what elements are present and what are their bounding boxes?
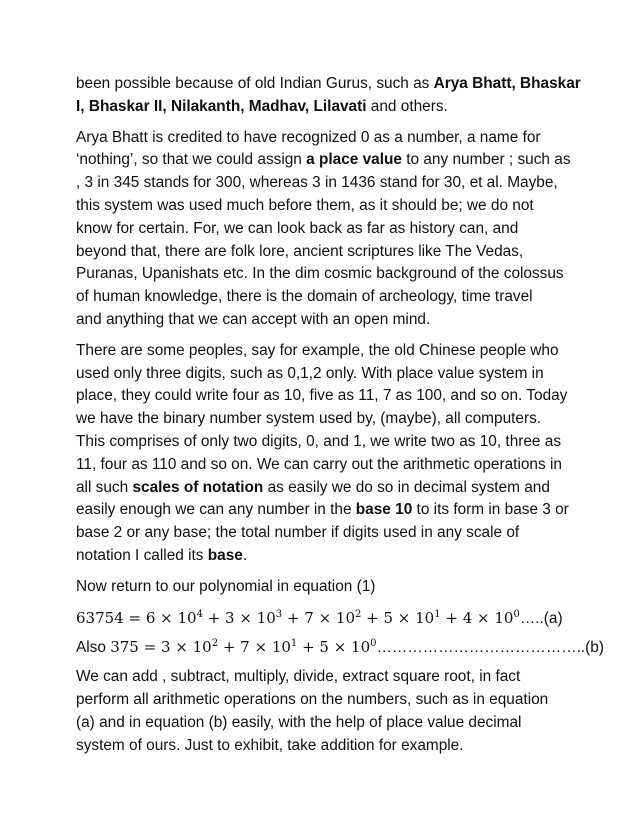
paragraph-gurus xyxy=(76,73,581,119)
bold-base-10: base 10 xyxy=(355,501,413,519)
text-line: all such scales of notation as easily we do so in decimal system and xyxy=(76,478,550,496)
text-line: beyond that, there are folk lore, ancient scriptures like The Vedas, xyxy=(76,242,524,260)
text-line: I, Bhaskar II, Nilakanth, Madhav, Lilavati and others. xyxy=(76,97,448,115)
text-line: (a) and in equation (b) easily, with the help of place value decimal xyxy=(76,713,522,731)
page-body xyxy=(76,73,604,765)
text-line: used only three digits, such as 0,1,2 only. With place value system in xyxy=(76,364,544,382)
text-line: know for certain. For, we can look back as far as history can, and xyxy=(76,219,519,237)
equation-a-label: …..(a) xyxy=(519,609,563,627)
text-line: There are some peoples, say for example, the old Chinese people who xyxy=(76,341,559,359)
bold-place-value: a place value xyxy=(306,151,402,169)
text-line: 11, four as 110 and so on. We can carry out the arithmetic operations in xyxy=(76,455,562,473)
text-line: Arya Bhatt is credited to have recognized 0 as a number, a name for xyxy=(76,128,541,146)
text-line: easily enough we can any number in the base 10 to its form in base 3 or xyxy=(76,501,569,519)
text-line: place, they could write four as 10, five as 11, 7 as 100, and so on. Today xyxy=(76,387,568,405)
bold-names: Arya Bhatt, Bhaskar xyxy=(433,75,581,92)
text-line: this system was used much before them, as it should be; we do not xyxy=(76,196,534,214)
equation-b-label: …………………………………..(b) xyxy=(376,639,604,657)
paragraph-scales-of-notation xyxy=(76,340,576,568)
paragraph-return-polynomial xyxy=(76,576,576,599)
text-line: base 2 or any base; the total number if digits used in any scale of xyxy=(76,524,520,542)
bold-base: base xyxy=(207,546,243,564)
text-line: of human knowledge, there is the domain of archeology, time travel xyxy=(76,288,533,306)
text-line: notation I called its base. xyxy=(76,546,248,564)
equation-b-math: $375 = 3 \times 10^2 + 7 \times 10^1 + 5 \times 10^0$ xyxy=(110,638,377,657)
text-line: we have the binary number system used by, (maybe), all computers. xyxy=(76,410,542,428)
paragraph-arya-bhatt xyxy=(76,127,576,332)
bold-scales-of-notation: scales of notation xyxy=(132,478,264,496)
text-line: Now return to our polynomial in equation (1) xyxy=(76,577,376,595)
equation-a xyxy=(76,607,576,631)
text-line: , 3 in 345 stands for 300, whereas 3 in 1436 stand for 30, et al. Maybe, xyxy=(76,174,558,192)
text-line: system of ours. Just to exhibit, take addition for example. xyxy=(76,736,464,754)
text-line: ‘nothing’, so that we could assign a place value to any number ; such as xyxy=(76,151,571,169)
paragraph-arithmetic-operations xyxy=(76,666,576,757)
equation-a-math: $63754 = 6 \times 10^4 + 3 \times 10^3 + 7 \times 10^2 + 5 \times 10^1 + 4 \times 10^0$ xyxy=(76,608,520,627)
text-line: Puranas, Upanishats etc. In the dim cosmic background of the colossus xyxy=(76,265,564,283)
text-line: We can add , subtract, multiply, divide, extract square root, in fact xyxy=(76,668,521,686)
bold-names: I, Bhaskar II, Nilakanth, Madhav, Lilavati xyxy=(76,97,367,115)
text-line: This comprises of only two digits, 0, and 1, we write two as 10, three as xyxy=(76,432,562,450)
text-line: perform all arithmetic operations on the numbers, such as in equation xyxy=(76,690,549,708)
text-line: and anything that we can accept with an open mind. xyxy=(76,310,431,328)
text-line: been possible because of old Indian Gurus, such as Arya Bhatt, Bhaskar xyxy=(76,75,581,92)
equation-b: Also $375 = 3 \times 10^2 + 7 \times 10^1 + 5$ × $10^0\dots\dots\dots\dots\dots\dots\dots\dots\dots\dots\dots\dots\dots..(b)$ xyxy=(76,638,604,657)
